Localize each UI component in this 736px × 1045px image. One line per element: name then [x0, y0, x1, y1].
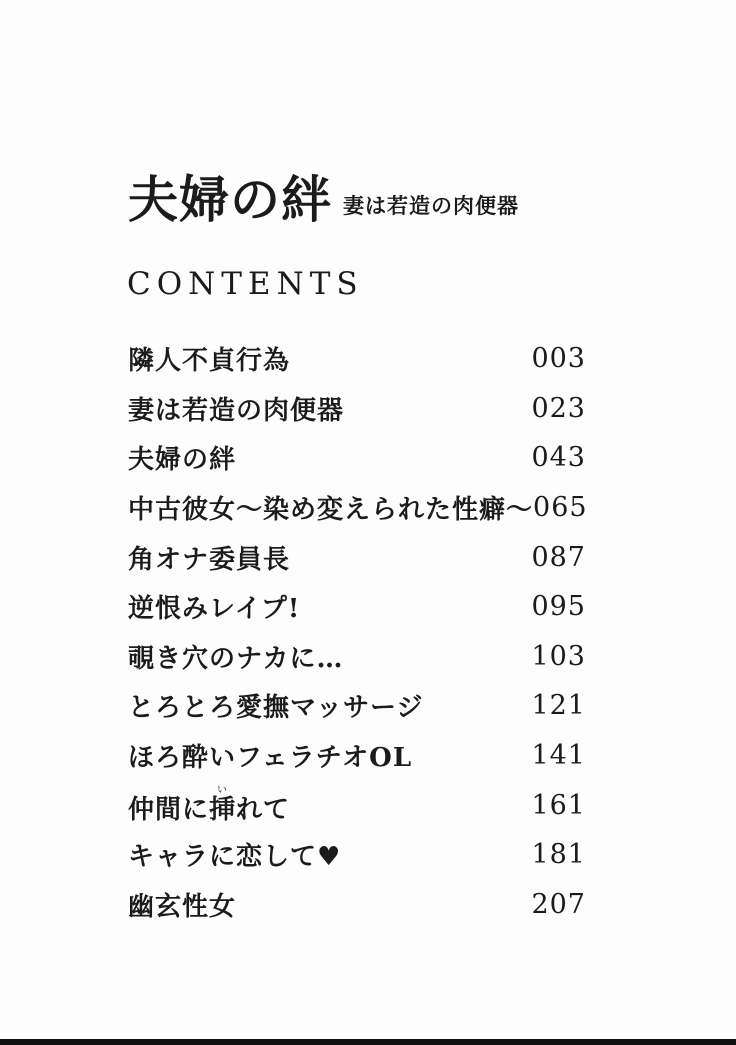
chapter-title: とろとろ愛撫マッサージ [128, 693, 424, 724]
page-number: 207 [531, 888, 586, 920]
contents-heading: CONTENTS [127, 266, 364, 302]
bottom-letterbox-bar [0, 1039, 736, 1045]
chapter-title: 幽玄性女 [128, 891, 237, 922]
page-number: 023 [531, 392, 586, 424]
chapter-title: 角オナ委員長 [128, 544, 291, 575]
book-title-block [128, 172, 519, 227]
page-number: 161 [531, 789, 586, 821]
page-number: 141 [531, 740, 586, 772]
toc-row [128, 384, 586, 434]
toc-list [128, 334, 586, 929]
page-number: 095 [531, 591, 586, 623]
toc-row [128, 334, 586, 384]
toc-row [128, 681, 586, 731]
toc-row [128, 433, 586, 483]
toc-row [128, 582, 586, 632]
page-number: 181 [531, 839, 586, 871]
toc-row [128, 880, 586, 930]
page-number: 065 [533, 492, 588, 524]
toc-row [128, 483, 586, 533]
toc-row [128, 830, 586, 880]
toc-row [128, 532, 586, 582]
toc-row [128, 780, 586, 830]
chapter-title: 隣人不貞行為 [128, 346, 291, 377]
chapter-title: キャラに恋して♥ [128, 842, 342, 873]
page-number: 121 [531, 690, 586, 722]
chapter-title: 夫婦の絆 [128, 445, 237, 476]
page-number: 103 [531, 640, 586, 672]
chapter-title: ほろ酔いフェラチオOL [128, 743, 413, 774]
page-number: 087 [531, 541, 586, 573]
book-subtitle: 妻は若造の肉便器 [343, 193, 519, 218]
page-number: 043 [531, 442, 586, 474]
page-number: 003 [531, 343, 586, 375]
book-title: 夫婦の絆 [128, 170, 332, 229]
toc-row [128, 731, 586, 781]
chapter-title: 妻は若造の肉便器 [128, 395, 345, 426]
chapter-title: 覗き穴のナカに… [128, 643, 344, 674]
chapter-title: 中古彼女〜染め変えられた性癖〜 [128, 495, 534, 526]
toc-row [128, 632, 586, 682]
chapter-title: 仲間に挿いれて [128, 784, 291, 825]
chapter-title: 逆恨みレイプ! [128, 594, 301, 625]
